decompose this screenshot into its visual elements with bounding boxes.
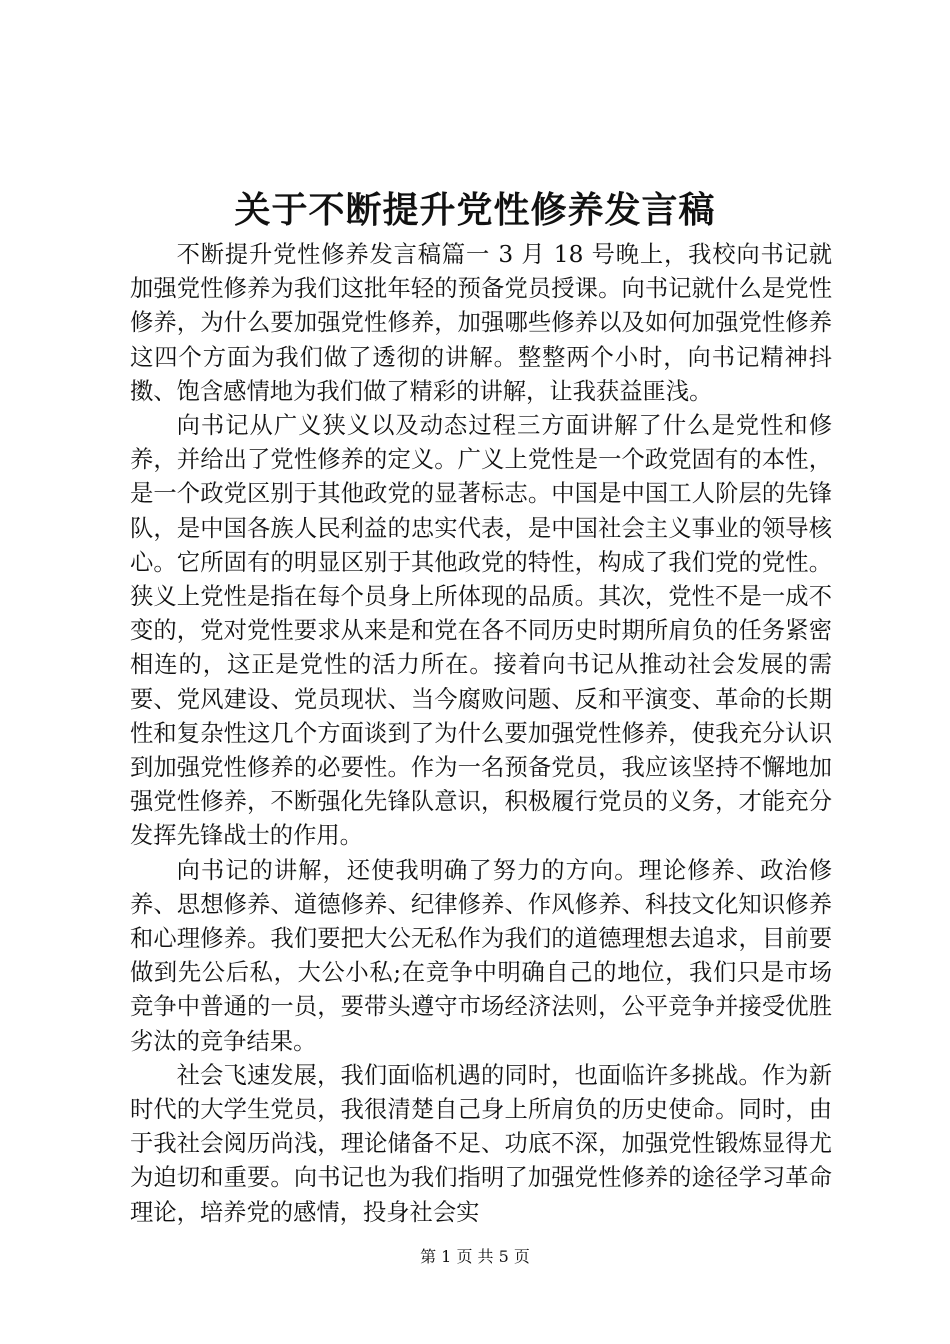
paragraph-1: 不断提升党性修养发言稿篇一 3 月 18 号晚上，我校向书记就加强党性修养为我们这批年轻的预备党员授课。向书记就什么是党性修养，为什么要加强党性修养，加强哪些修养以及如何加强党性修养这四个方面为我们做了透彻的讲解。整整两个小时，向书记精神抖擞、饱含感情地为我们做了精彩的讲解，让我获益匪浅。 bbox=[130, 241, 832, 405]
document-body bbox=[130, 238, 832, 1230]
paragraph-3: 向书记的讲解，还使我明确了努力的方向。理论修养、政治修养、思想修养、道德修养、纪律修养、作风修养、科技文化知识修养和心理修养。我们要把大公无私作为我们的道德理想去追求，目前要做到先公后私，大公小私;在竞争中明确自己的地位，我们只是市场竞争中普通的一员，要带头遵守市场经济法则，公平竞争并接受优胜劣汰的竞争结果。 bbox=[130, 856, 832, 1055]
paragraph-4: 社会飞速发展，我们面临机遇的同时，也面临许多挑战。作为新时代的大学生党员，我很清楚自己身上所肩负的历史使命。同时，由于我社会阅历尚浅，理论储备不足、功底不深，加强党性锻炼显得尤为迫切和重要。向书记也为我们指明了加强党性修养的途径学习革命理论，培养党的感情，投身社会实 bbox=[130, 1061, 832, 1226]
document-title: 关于不断提升党性修养发言稿 bbox=[234, 189, 716, 231]
paragraph-2: 向书记从广义狭义以及动态过程三方面讲解了什么是党性和修养，并给出了党性修养的定义。广义上党性是一个政党固有的本性，是一个政党区别于其他政党的显著标志。中国是中国工人阶层的先锋队，是中国各族人民利益的忠实代表，是中国社会主义事业的领导核心。它所固有的明显区别于其他政党的特性，构成了我们党的党性。狭义上党性是指在每个员身上所体现的品质。其次，党性不是一成不变的，党对党性要求从来是和党在各不同历史时期所肩负的任务紧密相连的，这正是党性的活力所在。接着向书记从推动社会发展的需要、党风建设、党员现状、当今腐败问题、反和平演变、革命的长期性和复杂性这几个方面谈到了为什么要加强党性修养，使我充分认识到加强党性修养的必要性。作为一名预备党员，我应该坚持不懈地加强党性修养，不断强化先锋队意识，积极履行党员的义务，才能充分发挥先锋战士的作用。 bbox=[130, 412, 832, 850]
page-footer: 第 1 页 共 5 页 bbox=[420, 1247, 530, 1266]
